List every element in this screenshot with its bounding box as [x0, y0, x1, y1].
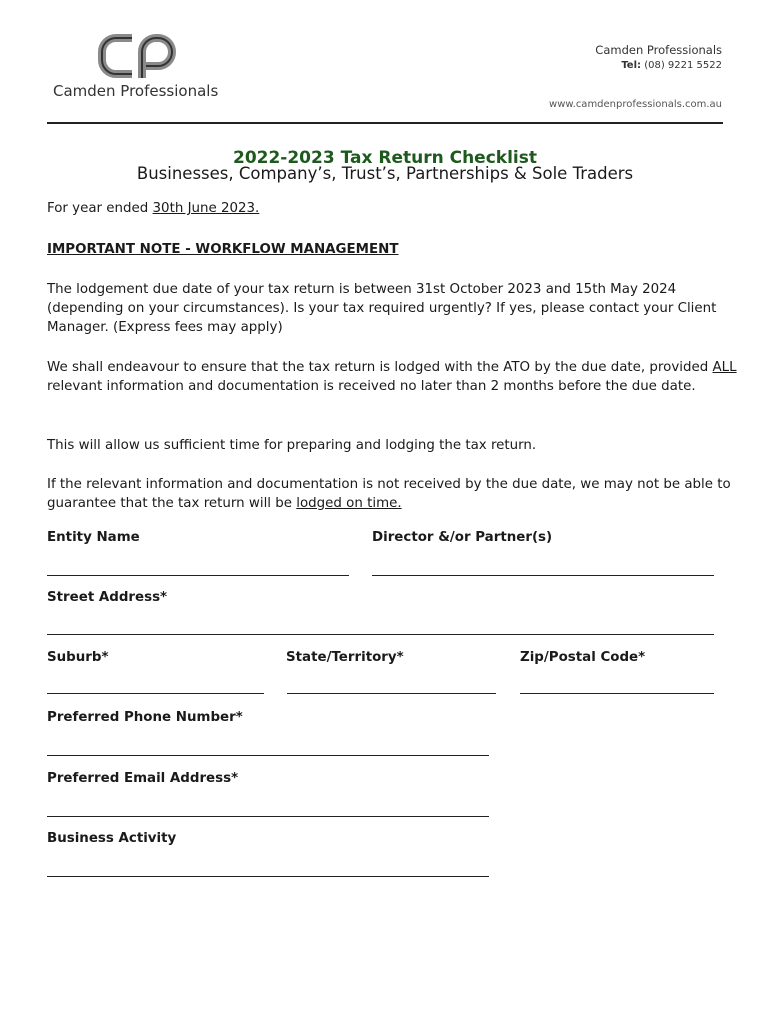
year-ended-line: [47, 199, 737, 218]
document-subtitle: Businesses, Company’s, Trust’s, Partnerships & Sole Traders: [136, 164, 634, 183]
tel-number: (08) 9221 5522: [644, 60, 722, 71]
suburb-label: Suburb*: [47, 650, 109, 665]
para2-text: We shall endeavour to ensure that the tax return is lodged with the ATO by the due date, provided: [47, 360, 713, 375]
email-field[interactable]: [47, 816, 489, 817]
paragraph-due-date: The lodgement due date of your tax return is between 31st October 2023 and 15th May 2024 (depending on your circumstances). Is your tax required urgently? If yes, please contact your Client Manager. (Express fees may apply): [47, 282, 717, 335]
entity-name-label: Entity Name: [47, 530, 140, 545]
year-date: 30th June 2023.: [152, 201, 260, 216]
cp-logo-icon: [98, 32, 176, 80]
para2-all: ALL: [712, 360, 737, 375]
logo-text: Camden Professionals: [53, 82, 219, 100]
zip-field[interactable]: [520, 693, 714, 694]
tel-label: Tel:: [621, 60, 642, 71]
phone-field[interactable]: [47, 755, 489, 756]
paragraph-time: This will allow us sufficient time for preparing and lodging the tax return.: [47, 438, 537, 453]
para4-ontime: lodged on time.: [296, 496, 402, 511]
document-title: 2022-2023 Tax Return Checklist: [232, 148, 537, 168]
activity-label: Business Activity: [47, 831, 177, 846]
street-label: Street Address*: [47, 590, 168, 605]
para2-text-end: relevant information and documentation is received no later than 2 months before the due date.: [47, 379, 696, 394]
company-name: Camden Professionals: [595, 43, 722, 57]
suburb-field[interactable]: [47, 693, 264, 694]
state-field[interactable]: [287, 693, 496, 694]
tel-line: [621, 60, 722, 71]
para4-text: If the relevant information and documentation is not received by the due date, we may not be able to guarantee that the tax return will be: [47, 477, 731, 511]
email-label: Preferred Email Address*: [47, 771, 239, 786]
note-heading: IMPORTANT NOTE - WORKFLOW MANAGEMENT: [47, 242, 399, 257]
activity-field[interactable]: [47, 876, 489, 877]
website-link[interactable]: www.camdenprofessionals.com.au: [549, 99, 722, 110]
director-label: Director &/or Partner(s): [372, 530, 553, 545]
entity-name-field[interactable]: [47, 575, 349, 576]
year-prefix: For year ended: [47, 201, 153, 216]
street-field[interactable]: [47, 634, 714, 635]
director-field[interactable]: [372, 575, 714, 576]
phone-label: Preferred Phone Number*: [47, 710, 243, 725]
state-label: State/Territory*: [286, 650, 404, 665]
paragraph-endeavour: [47, 358, 737, 396]
paragraph-guarantee: [47, 475, 737, 513]
header-divider: [47, 122, 723, 124]
zip-label: Zip/Postal Code*: [520, 650, 646, 665]
